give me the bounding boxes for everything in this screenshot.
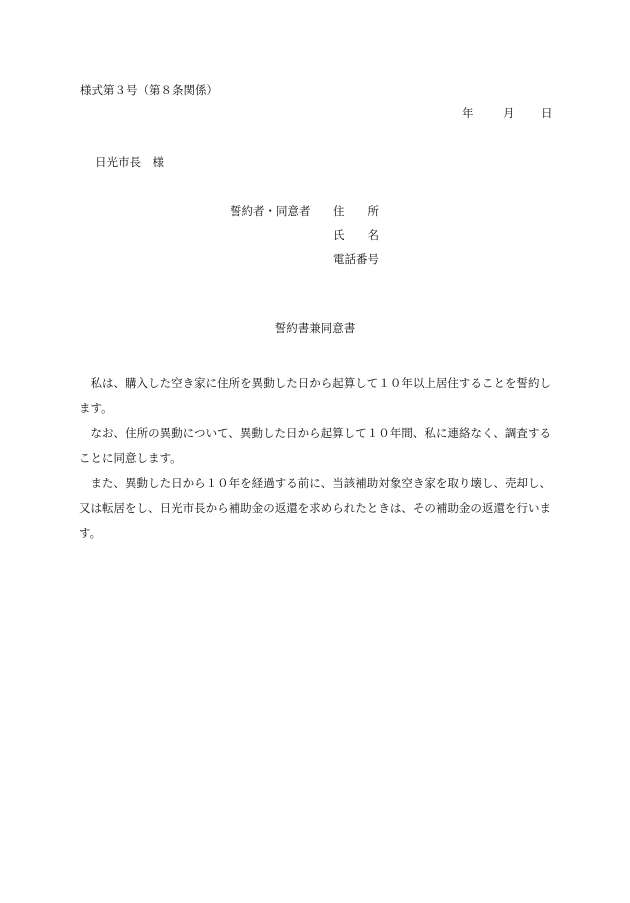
document-title: 誓約書兼同意書 <box>274 321 356 335</box>
date-year: 年 <box>462 106 474 120</box>
paragraph-pledge: 私は、購入した空き家に住所を異動した日から起算して１０年以上居住することを誓約します。 <box>79 376 551 415</box>
phone-field-label: 電話番号 <box>333 252 379 266</box>
address-field-label: 住 所 <box>333 204 379 218</box>
body-text <box>79 371 551 546</box>
name-field-label: 氏 名 <box>333 228 379 242</box>
date-day: 日 <box>541 106 553 120</box>
date-month: 月 <box>503 106 515 120</box>
signatory-role: 誓約者・同意者 <box>230 204 311 218</box>
paragraph-refund: また、異動した日から１０年を経過する前に、当該補助対象空き家を取り壊し、売却し、又は転居をし、日光市長から補助金の返還を求められたときは、その補助金の返還を行います。 <box>79 476 551 540</box>
form-number: 様式第３号（第８条関係） <box>80 83 218 97</box>
addressee: 日光市長 様 <box>95 155 164 169</box>
paragraph-consent: なお、住所の異動について、異動した日から起算して１０年間、私に連絡なく、調査することに同意します。 <box>79 426 551 465</box>
